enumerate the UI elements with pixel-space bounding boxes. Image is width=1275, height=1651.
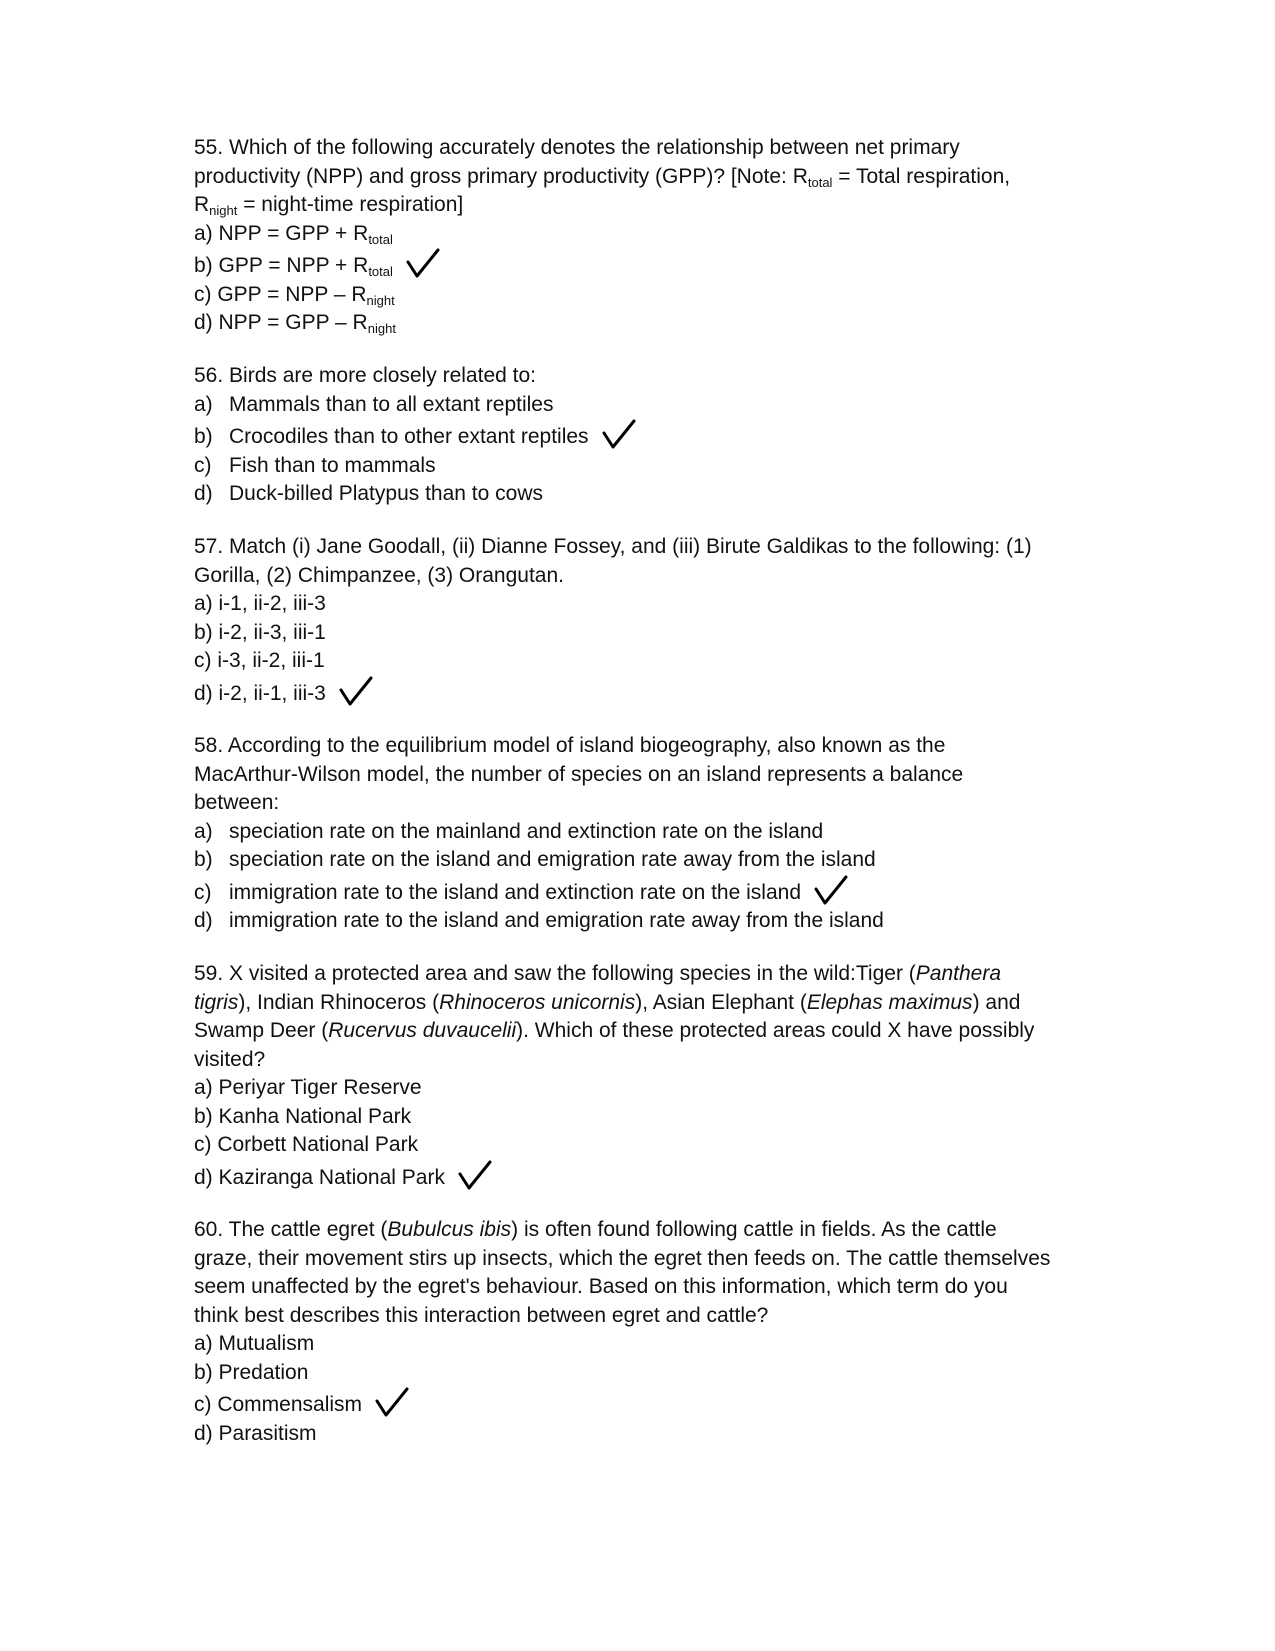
option-d: d) i-2, ii-1, iii-3	[194, 676, 1084, 709]
question-text-line: seem unaffected by the egret's behaviour. Based on this information, which term do you	[194, 1275, 1008, 1298]
option-d: d) Parasitism	[194, 1421, 317, 1445]
option-a: a) NPP = GPP + $R_{total}$	[194, 221, 393, 247]
option-a: a) i-1, ii-2, iii-3	[194, 592, 326, 615]
question-text-line: graze, their movement stirs up insects, which the egret then feeds on. The cattle themselves	[194, 1246, 1051, 1270]
question-text-line: 59. X visited a protected area and saw the following species in the wild:Tiger (Panthera	[194, 962, 1002, 985]
question-55	[194, 134, 1084, 338]
question-56	[194, 362, 1084, 509]
question-text-line: 58. According to the equilibrium model of island biogeography, also known as the	[194, 734, 946, 757]
question-59	[194, 960, 1084, 1192]
option-c: c) Corbett National Park	[194, 1133, 419, 1156]
question-57	[194, 533, 1084, 708]
question-text-line: visited?	[194, 1047, 266, 1071]
checkmark-icon	[813, 875, 849, 907]
option-d: d) Duck-billed Platypus than to cows	[194, 482, 543, 505]
question-text-line: 60. The cattle egret (Bubulcus ibis) is often found following cattle in fields. As the cattle	[194, 1218, 997, 1241]
option-b: b) Predation	[194, 1360, 309, 1384]
question-text-line: 56. Birds are more closely related to:	[194, 364, 536, 387]
option-c: c) immigration rate to the island and extinction rate on the island	[194, 875, 1084, 908]
checkmark-icon	[374, 1387, 410, 1419]
question-text-line: $R_{night}$ = night-time respiration]	[194, 193, 464, 218]
option-b: b) GPP = NPP + $R_{total}$	[194, 248, 1084, 281]
question-text-line: MacArthur-Wilson model, the number of species on an island represents a balance	[194, 762, 964, 786]
question-text-line: Gorilla, (2) Chimpanzee, (3) Orangutan.	[194, 563, 564, 587]
option-c: c) GPP = NPP – $R_{night}$	[194, 282, 395, 308]
checkmark-icon	[338, 676, 374, 708]
option-a: a) Mammals than to all extant reptiles	[194, 392, 554, 416]
option-a: a) Mutualism	[194, 1332, 315, 1355]
question-text-line: think best describes this interaction between egret and cattle?	[194, 1303, 769, 1327]
question-text-line: Swamp Deer (Rucervus duvaucelii). Which of these protected areas could X have possibly	[194, 1019, 1035, 1042]
option-c: c) Commensalism	[194, 1387, 1084, 1420]
question-text-line: tigris), Indian Rhinoceros (Rhinoceros unicornis), Asian Elephant (Elephas maximus) and	[194, 990, 1021, 1014]
option-c: c) i-3, ii-2, iii-1	[194, 649, 325, 672]
option-c: c) Fish than to mammals	[194, 453, 436, 477]
checkmark-icon	[405, 248, 441, 280]
question-text-line: between:	[194, 791, 280, 814]
option-d: d) NPP = GPP – $R_{night}$	[194, 311, 396, 336]
option-b: b) Kanha National Park	[194, 1104, 412, 1128]
question-text-line: productivity (NPP) and gross primary productivity (GPP)? [Note: $R_{total}$ = Total respiration,	[194, 164, 1011, 190]
question-58	[194, 732, 1084, 936]
option-b: b) speciation rate on the island and emigration rate away from the island	[194, 848, 876, 871]
question-text-line: 57. Match (i) Jane Goodall, (ii) Dianne Fossey, and (iii) Birute Galdikas to the following: (1)	[194, 535, 1032, 558]
question-text-line: 55. Which of the following accurately denotes the relationship between net primary	[194, 136, 960, 159]
question-60	[194, 1216, 1084, 1448]
option-b: b) i-2, ii-3, iii-1	[194, 620, 326, 644]
option-a: a) Periyar Tiger Reserve	[194, 1076, 422, 1099]
checkmark-icon	[457, 1160, 493, 1192]
option-d: d) Kaziranga National Park	[194, 1160, 1084, 1193]
option-b: b) Crocodiles than to other extant reptiles	[194, 419, 1084, 452]
checkmark-icon	[601, 419, 637, 451]
option-d: d) immigration rate to the island and emigration rate away from the island	[194, 909, 884, 932]
option-a: a) speciation rate on the mainland and extinction rate on the island	[194, 819, 824, 843]
